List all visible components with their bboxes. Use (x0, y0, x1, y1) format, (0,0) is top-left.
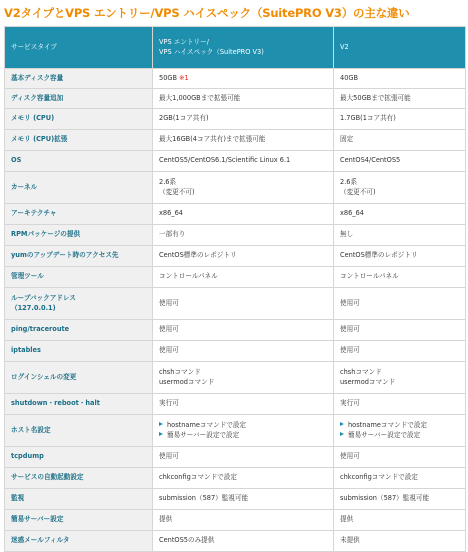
cell-v2type: 使用可 (153, 288, 334, 320)
table-row (5, 130, 466, 151)
header-v2type-line1: VPS エントリー/ (159, 37, 209, 46)
cell-v2type: 最大16GB(4コア共有)まで拡張可能 (153, 130, 334, 151)
table-row (5, 447, 466, 468)
cell-v2: 提供 (334, 510, 466, 531)
row-label: ディスク容量追加 (5, 89, 153, 109)
triangle-right-icon (159, 432, 163, 436)
header-v2type (153, 27, 334, 69)
cell-v2: コントロールパネル (334, 267, 466, 288)
row-label: yumのアップデート時のアクセス先 (5, 246, 153, 267)
row-label: 簡易サーバー設定 (5, 510, 153, 531)
cell-subvalue: （変更不可) (340, 187, 376, 196)
header-service-type: サービスタイプ (5, 27, 153, 69)
cell-v2: 最大50GBまで拡張可能 (334, 89, 466, 109)
row-label: ホスト名設定 (5, 415, 153, 447)
cell-v2: 使用可 (334, 320, 466, 341)
table-row (5, 510, 466, 531)
table-row (5, 172, 466, 204)
bullet-text: 簡易サーバー設定で設定 (167, 430, 240, 439)
bullet-text: hostnameコマンドで設定 (348, 420, 428, 429)
row-label: アーキテクチャ (5, 204, 153, 225)
note-mark: ※1 (179, 73, 189, 82)
row-label: 管理ツール (5, 267, 153, 288)
cell-v2: 無し (334, 225, 466, 246)
table-row (5, 341, 466, 362)
cell-v2type (153, 415, 334, 447)
bullet-text: hostnameコマンドで設定 (167, 420, 247, 429)
bullet-item (159, 431, 333, 441)
table-row (5, 394, 466, 415)
cell-v2type: 使用可 (153, 341, 334, 362)
cell-v2type: submission（587）監視可能 (153, 489, 334, 510)
cell-v2: 1.7GB(1コア共有) (334, 109, 466, 130)
row-label: RPMパッケージの提供 (5, 225, 153, 246)
cell-v2: 使用可 (334, 341, 466, 362)
cell-v2 (334, 415, 466, 447)
cell-v2: 使用可 (334, 288, 466, 320)
table-row (5, 246, 466, 267)
cell-v2type: CentOS標準のレポジトリ (153, 246, 334, 267)
cell-v2: chkconfigコマンドで設定 (334, 468, 466, 489)
cell-value: chshコマンド (159, 367, 201, 376)
cell-v2type: 一部有り (153, 225, 334, 246)
row-label: メモリ (CPU) (5, 109, 153, 130)
cell-subvalue: usermodコマンド (340, 377, 396, 386)
table-row (5, 489, 466, 510)
cell-v2: CentOS標準のレポジトリ (334, 246, 466, 267)
triangle-right-icon (340, 422, 344, 426)
cell-v2: 40GB (334, 69, 466, 89)
row-label: 監視 (5, 489, 153, 510)
bullet-item (159, 421, 333, 431)
table-row (5, 109, 466, 130)
comparison-table (4, 26, 466, 552)
cell-v2: 固定 (334, 130, 466, 151)
cell-v2: submission（587）監視可能 (334, 489, 466, 510)
cell-value: 2.6系 (159, 177, 177, 186)
table-row (5, 69, 466, 89)
page-title: V2タイプとVPS エントリー/VPS ハイスペック（SuitePRO V3）の主な違い (4, 6, 410, 20)
bullet-item (340, 431, 465, 441)
table-row (5, 362, 466, 394)
table-row (5, 468, 466, 489)
row-label (5, 288, 153, 320)
cell-v2: CentOS4/CentOS5 (334, 151, 466, 172)
table-row (5, 320, 466, 341)
header-v2: V2 (334, 27, 466, 69)
table-row (5, 151, 466, 172)
row-label: カーネル (5, 172, 153, 204)
table-row (5, 415, 466, 447)
cell-v2type: CentOS5/CentOS6.1/Scientific Linux 6.1 (153, 151, 334, 172)
row-label: 基本ディスク容量 (5, 69, 153, 89)
row-label: ping/traceroute (5, 320, 153, 341)
cell-v2type: 使用可 (153, 320, 334, 341)
cell-value: 2.6系 (340, 177, 358, 186)
cell-value: chshコマンド (340, 367, 382, 376)
cell-v2: 実行可 (334, 394, 466, 415)
table-row (5, 288, 466, 320)
cell-v2type: 使用可 (153, 447, 334, 468)
cell-v2 (334, 172, 466, 204)
cell-v2type: 実行可 (153, 394, 334, 415)
row-label: iptables (5, 341, 153, 362)
cell-v2type: x86_64 (153, 204, 334, 225)
table-row (5, 267, 466, 288)
triangle-right-icon (340, 432, 344, 436)
cell-v2type (153, 172, 334, 204)
row-label: tcpdump (5, 447, 153, 468)
cell-value: 50GB (159, 73, 178, 82)
cell-subvalue: usermodコマンド (159, 377, 215, 386)
table-row (5, 204, 466, 225)
row-label-sub: （127.0.0.1) (11, 303, 56, 312)
cell-v2: 未提供 (334, 531, 466, 552)
cell-v2type: 2GB(1コア共有) (153, 109, 334, 130)
cell-v2 (334, 362, 466, 394)
row-label: メモリ (CPU)拡張 (5, 130, 153, 151)
row-label-main: ループバックアドレス (11, 293, 76, 302)
table-row (5, 531, 466, 552)
cell-v2: 使用可 (334, 447, 466, 468)
bullet-text: 簡易サーバー設定で設定 (348, 430, 421, 439)
cell-subvalue: （変更不可) (159, 187, 195, 196)
cell-v2type: CentOS5のみ提供 (153, 531, 334, 552)
triangle-right-icon (159, 422, 163, 426)
table-header-row (5, 27, 466, 69)
row-label: OS (5, 151, 153, 172)
row-label: shutdown・reboot・halt (5, 394, 153, 415)
cell-v2type: chkconfigコマンドで設定 (153, 468, 334, 489)
header-v2type-line2: VPS ハイスペック（SuitePRO V3) (159, 47, 264, 56)
row-label: ログインシェルの変更 (5, 362, 153, 394)
table-row (5, 89, 466, 109)
row-label: サービスの自動起動設定 (5, 468, 153, 489)
row-label: 迷惑メールフィルタ (5, 531, 153, 552)
table-row (5, 225, 466, 246)
cell-v2type (153, 362, 334, 394)
cell-v2type: 提供 (153, 510, 334, 531)
cell-v2type: 最大1,000GBまで拡張可能 (153, 89, 334, 109)
cell-v2type (153, 69, 334, 89)
bullet-item (340, 421, 465, 431)
cell-v2type: コントロールパネル (153, 267, 334, 288)
cell-v2: x86_64 (334, 204, 466, 225)
